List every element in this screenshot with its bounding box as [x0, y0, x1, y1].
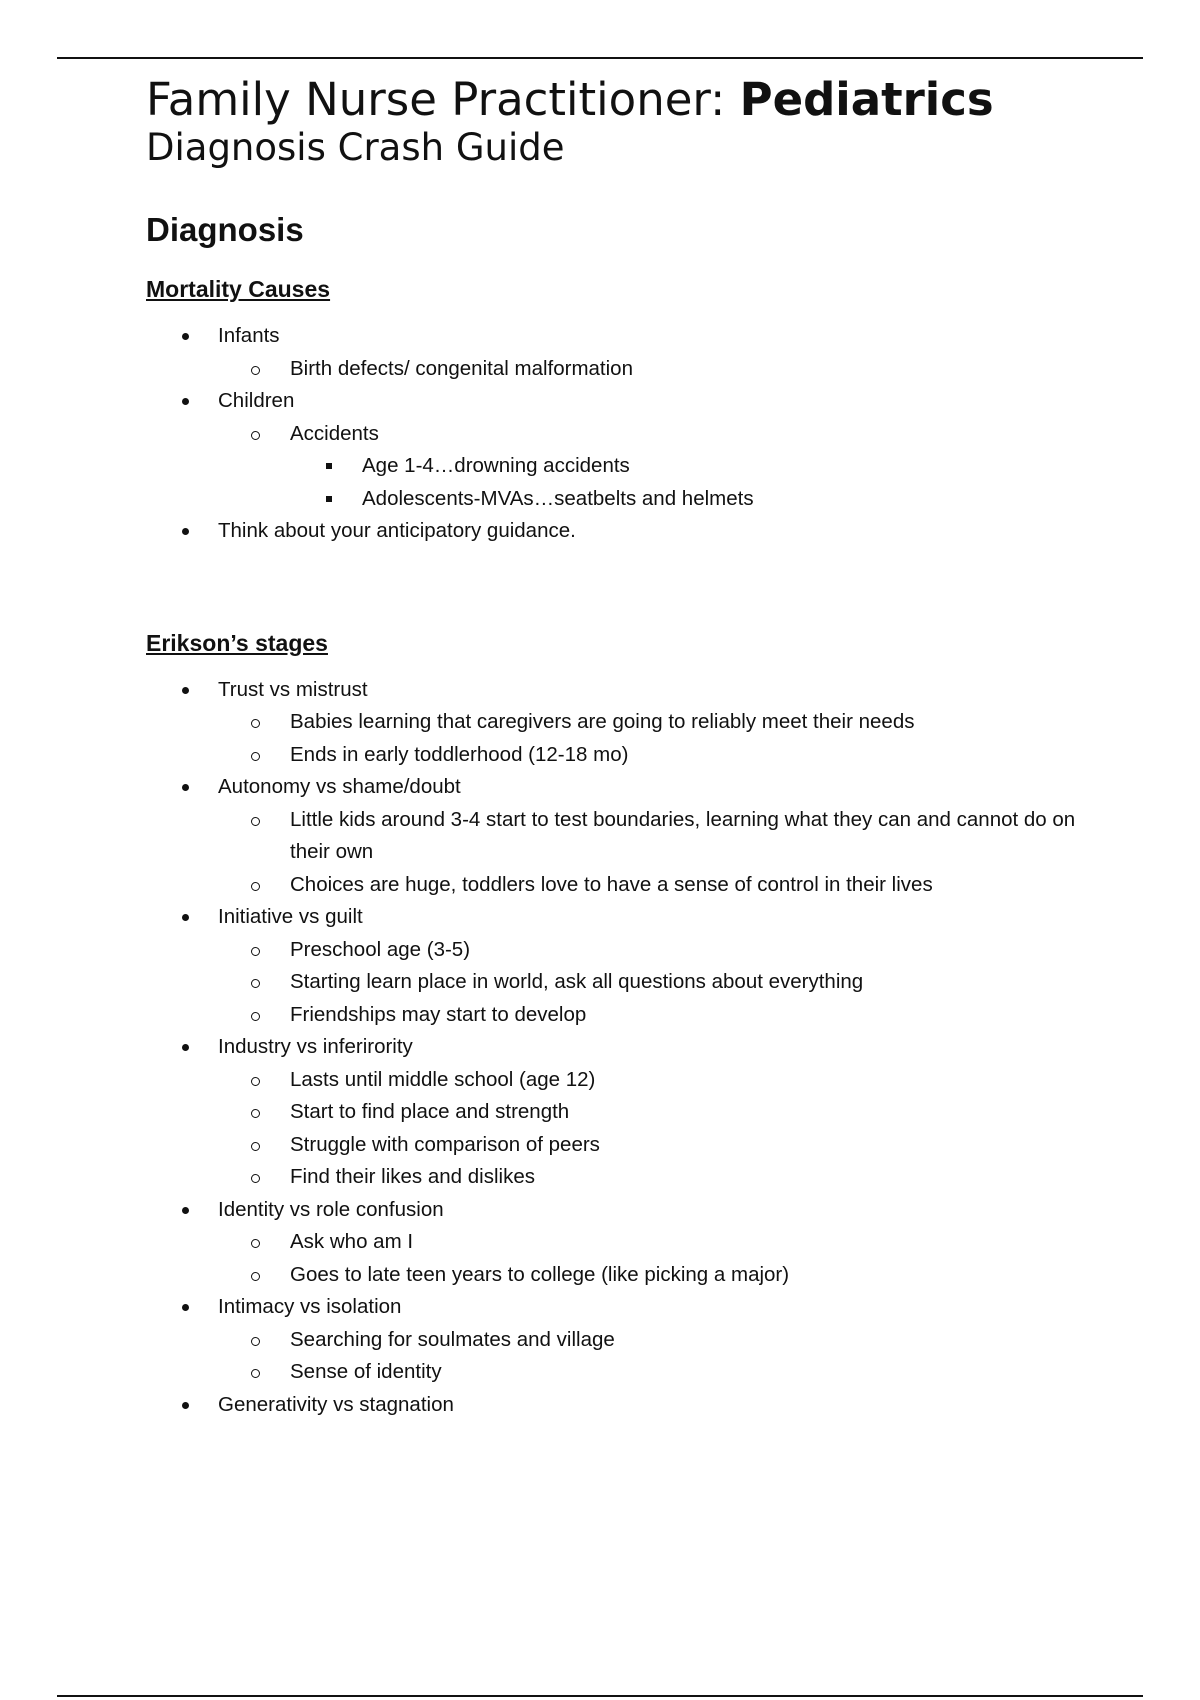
- list-item: Lasts until middle school (age 12): [218, 1064, 1106, 1097]
- bullet-icon: [182, 784, 189, 791]
- bullet-icon: [182, 398, 189, 405]
- list-item: Birth defects/ congenital malformation: [218, 353, 1106, 386]
- circle-bullet-icon: [251, 431, 260, 440]
- list-item: Sense of identity: [218, 1356, 1106, 1389]
- list-item: Babies learning that caregivers are going to reliably meet their needs: [218, 706, 1106, 739]
- list-item: Ask who am I: [218, 1226, 1106, 1259]
- circle-bullet-icon: [251, 719, 260, 728]
- list-item: Infants Birth defects/ congenital malformation: [146, 320, 1106, 385]
- circle-bullet-icon: [251, 817, 260, 826]
- bullet-icon: [182, 1044, 189, 1051]
- document-body: [146, 74, 1106, 1421]
- circle-bullet-icon: [251, 1239, 260, 1248]
- bottom-rule: [57, 1695, 1143, 1697]
- bullet-icon: [182, 914, 189, 921]
- list-item: Autonomy vs shame/doubt Little kids around 3-4 start to test boundaries, learning what they can and cannot do on their own Choices are huge, toddlers love to have a sense of control in their lives: [146, 771, 1106, 901]
- erikson-heading: Erikson’s stages: [146, 629, 328, 656]
- list-item: Identity vs role confusion Ask who am I Goes to late teen years to college (like picking a major): [146, 1194, 1106, 1292]
- mortality-heading: Mortality Causes: [146, 276, 331, 302]
- list-item: Find their likes and dislikes: [218, 1161, 1106, 1194]
- list-item: Ends in early toddlerhood (12-18 mo): [218, 739, 1106, 772]
- list-item: Children Accidents Age 1-4…drowning accidents Adolescents-MVAs…seatbelts and helmets: [146, 385, 1106, 515]
- list-item: Intimacy vs isolation Searching for soulmates and village Sense of identity: [146, 1291, 1106, 1389]
- bullet-icon: [182, 687, 189, 694]
- list-item: Choices are huge, toddlers love to have a sense of control in their lives: [218, 869, 1106, 902]
- square-bullet-icon: [326, 496, 332, 502]
- circle-bullet-icon: [251, 1012, 260, 1021]
- page-title: Family Nurse Practitioner: Pediatrics: [146, 73, 994, 126]
- circle-bullet-icon: [251, 1337, 260, 1346]
- bullet-icon: [182, 1207, 189, 1214]
- circle-bullet-icon: [251, 366, 260, 375]
- circle-bullet-icon: [251, 947, 260, 956]
- circle-bullet-icon: [251, 1077, 260, 1086]
- list-item: Friendships may start to develop: [218, 999, 1106, 1032]
- bullet-icon: [182, 1304, 189, 1311]
- title-bold: Pediatrics: [739, 73, 994, 126]
- list-item: Start to find place and strength: [218, 1096, 1106, 1129]
- bullet-icon: [182, 528, 189, 535]
- list-item: Trust vs mistrust Babies learning that caregivers are going to reliably meet their needs Ends in early toddlerhood (12-18 mo): [146, 674, 1106, 772]
- list-item: Preschool age (3-5): [218, 934, 1106, 967]
- section-heading: Diagnosis: [146, 211, 304, 248]
- top-rule: [57, 57, 1143, 59]
- circle-bullet-icon: [251, 752, 260, 761]
- list-item: Generativity vs stagnation: [146, 1389, 1106, 1422]
- list-item: Think about your anticipatory guidance.: [146, 515, 1106, 548]
- list-item: Accidents Age 1-4…drowning accidents Adolescents-MVAs…seatbelts and helmets: [218, 418, 1106, 516]
- list-item: Industry vs inferirority Lasts until middle school (age 12) Start to find place and strength Struggle with comparison of peers Find their likes and dislikes: [146, 1031, 1106, 1194]
- page-subtitle: Diagnosis Crash Guide: [146, 126, 565, 169]
- bullet-icon: [182, 1402, 189, 1409]
- circle-bullet-icon: [251, 1369, 260, 1378]
- circle-bullet-icon: [251, 979, 260, 988]
- square-bullet-icon: [326, 463, 332, 469]
- circle-bullet-icon: [251, 1109, 260, 1118]
- list-item: Age 1-4…drowning accidents: [290, 450, 1106, 483]
- circle-bullet-icon: [251, 1142, 260, 1151]
- list-item: Struggle with comparison of peers: [218, 1129, 1106, 1162]
- list-item: Goes to late teen years to college (like picking a major): [218, 1259, 1106, 1292]
- list-item: Adolescents-MVAs…seatbelts and helmets: [290, 483, 1106, 516]
- mortality-list: [146, 320, 1106, 548]
- list-item: Initiative vs guilt Preschool age (3-5) Starting learn place in world, ask all questions about everything Friendships may start to develop: [146, 901, 1106, 1031]
- list-item: Starting learn place in world, ask all questions about everything: [218, 966, 1106, 999]
- list-item: Searching for soulmates and village: [218, 1324, 1106, 1357]
- circle-bullet-icon: [251, 1272, 260, 1281]
- list-item: Little kids around 3-4 start to test boundaries, learning what they can and cannot do on their own: [218, 804, 1106, 869]
- erikson-list: [146, 674, 1106, 1422]
- circle-bullet-icon: [251, 1174, 260, 1183]
- circle-bullet-icon: [251, 882, 260, 891]
- bullet-icon: [182, 333, 189, 340]
